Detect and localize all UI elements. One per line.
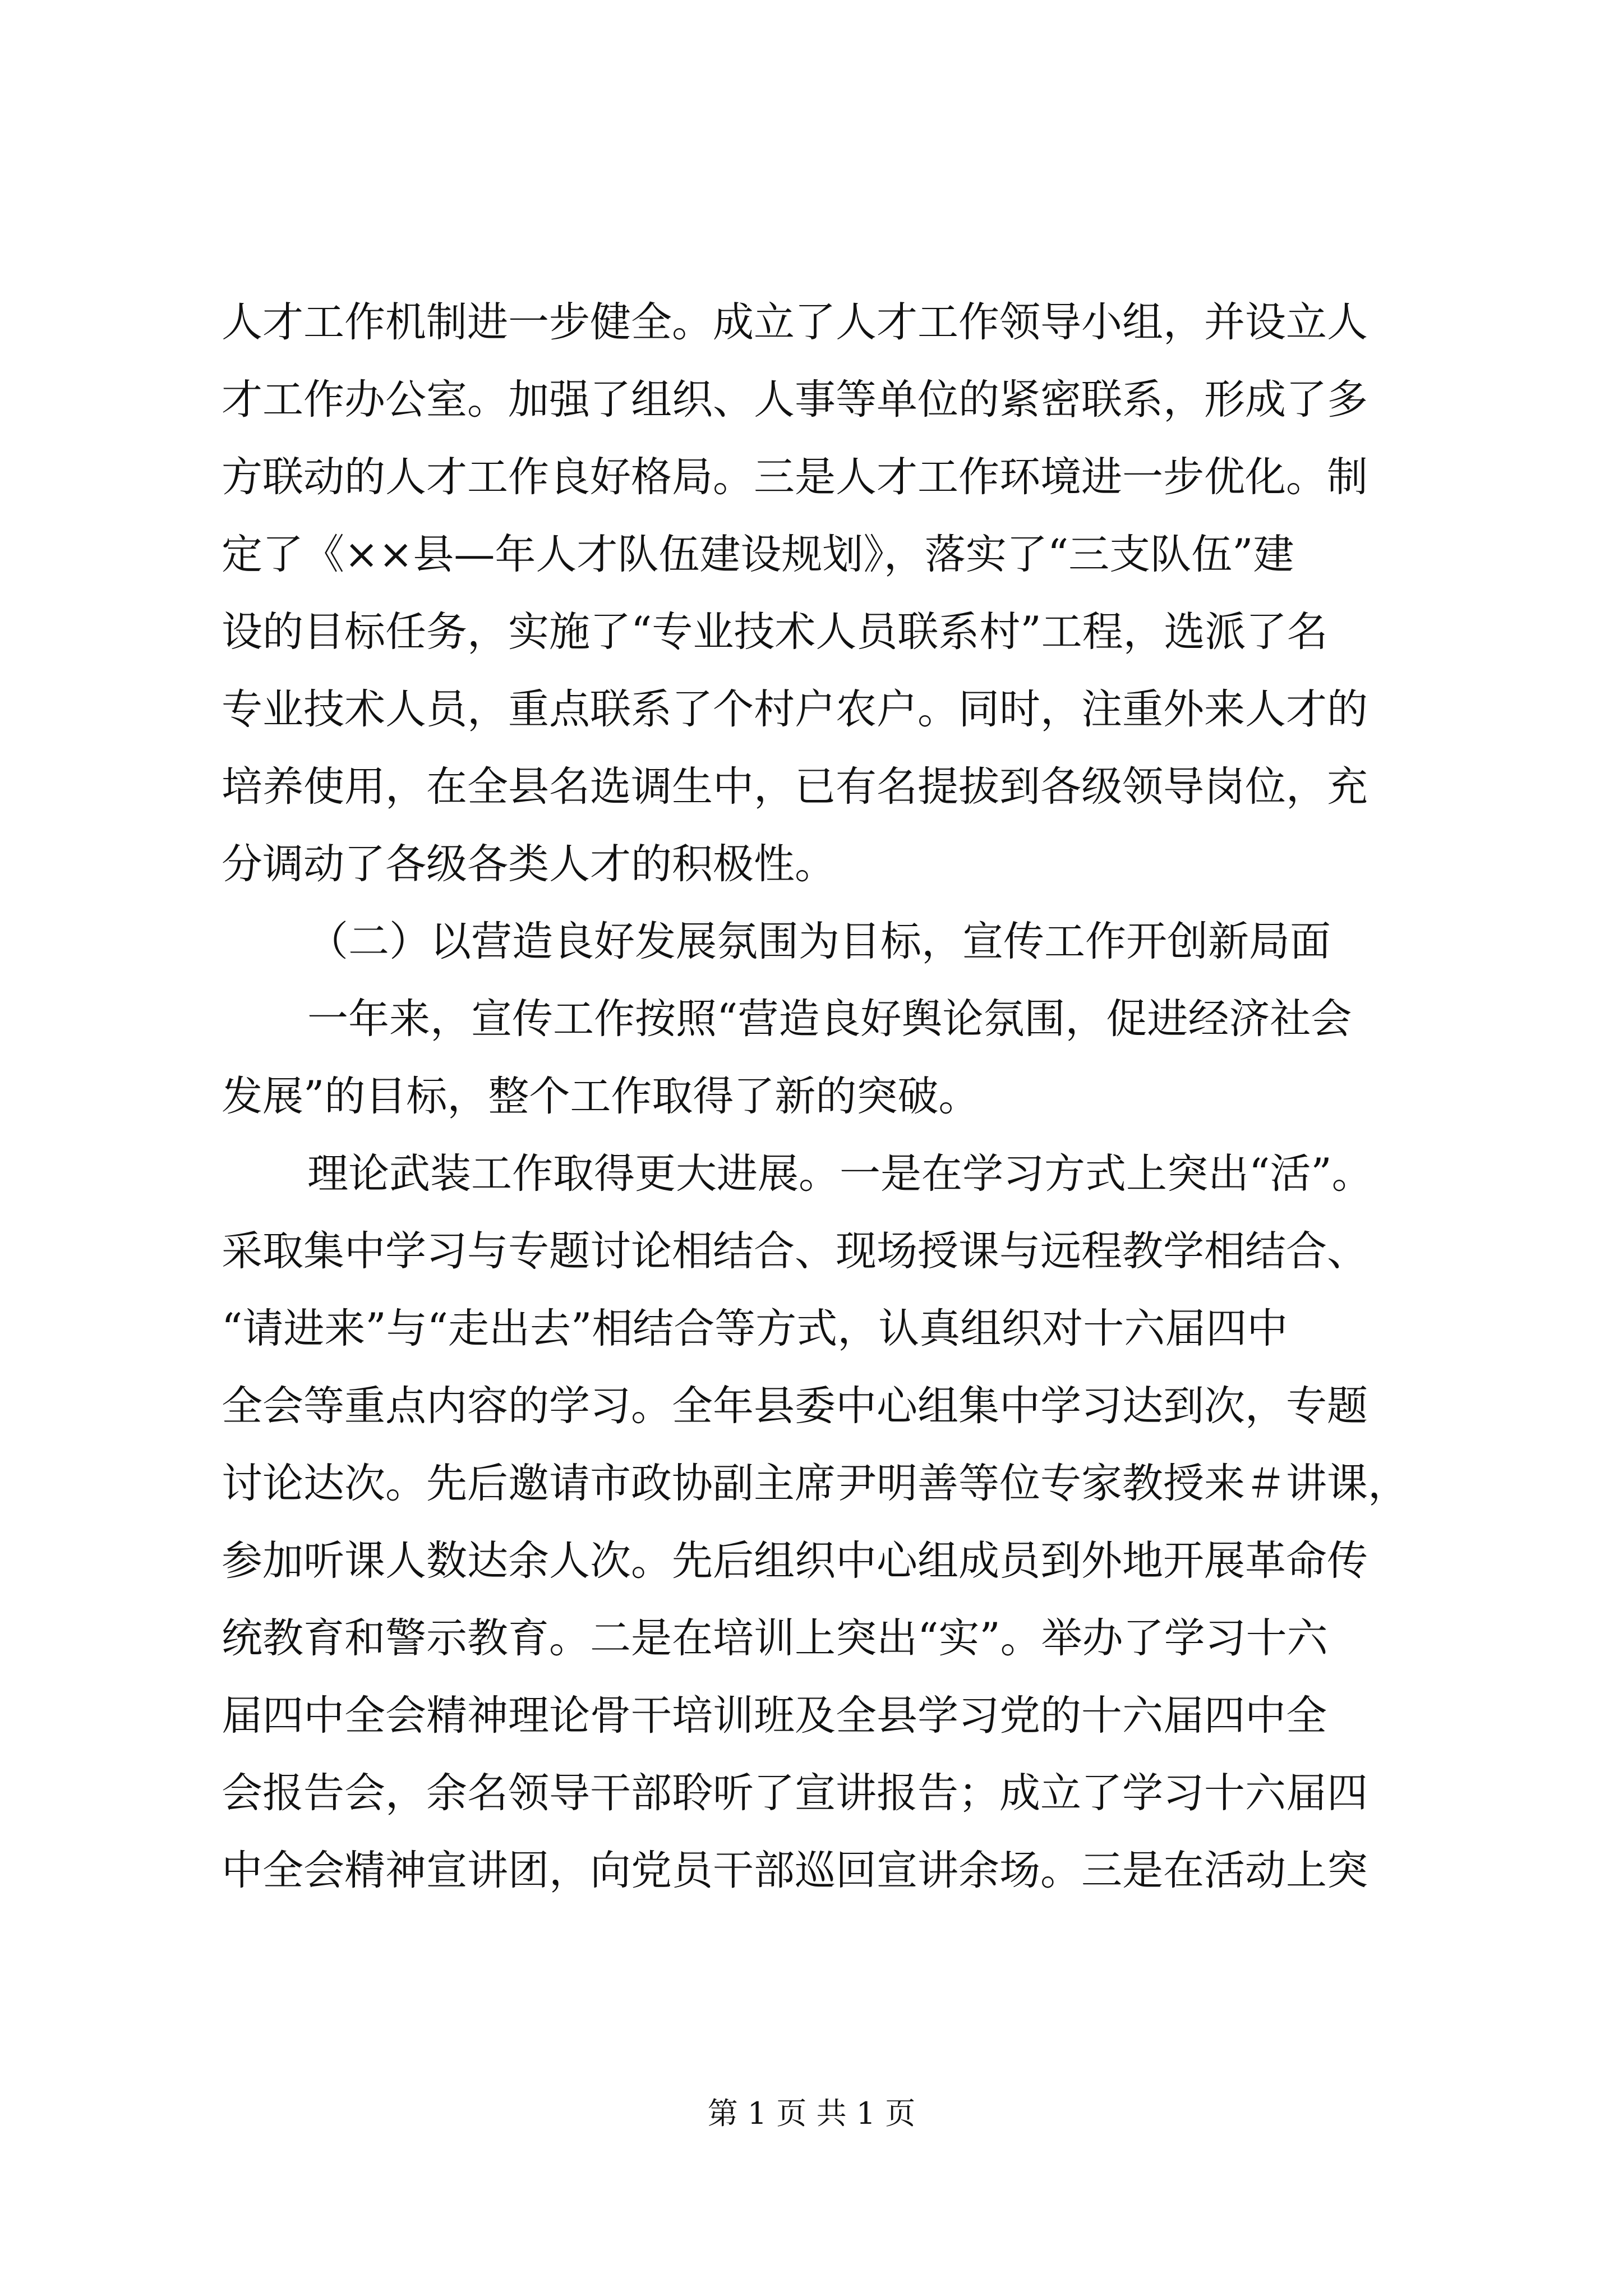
page-footer: 第 1 页 共 1 页 [707,2096,916,2131]
text-line: 全会等重点内容的学习。全年县委中心组集中学习达到次，专题 [222,1382,1368,1430]
text-line: 一年来，宣传工作按照“营造良好舆论氛围，促进经济社会 [307,995,1352,1043]
section-heading: （二）以营造良好发展氛围为目标，宣传工作开创新局面 [307,918,1331,965]
text-line: 统教育和警示教育。二是在培训上突出“实”。举办了学习十六 [222,1614,1328,1662]
text-line: 定了《××县—年人才队伍建设规划》，落实了“三支队伍”建 [222,531,1294,578]
text-line: “请进来”与“走出去”相结合等方式，认真组织对十六届四中 [222,1305,1288,1352]
text-line: 会报告会，余名领导干部聆听了宣讲报告；成立了学习十六届四 [222,1769,1368,1817]
text-line: 设的目标任务，实施了“专业技术人员联系村”工程，选派了名 [222,608,1328,656]
text-line: 采取集中学习与专题讨论相结合、现场授课与远程教学相结合、 [222,1227,1368,1275]
text-line: 才工作办公室。加强了组织、人事等单位的紧密联系，形成了多 [222,376,1368,424]
text-line: 届四中全会精神理论骨干培训班及全县学习党的十六届四中全 [222,1692,1327,1740]
text-line: 参加听课人数达余人次。先后组织中心组成员到外地开展革命传 [222,1537,1368,1585]
text-line: 中全会精神宣讲团，向党员干部巡回宣讲余场。三是在活动上突 [222,1847,1368,1894]
text-line: 发展”的目标，整个工作取得了新的突破。 [222,1073,980,1120]
text-line: 培养使用，在全县名选调生中，已有名提拔到各级领导岗位，充 [222,763,1368,811]
text-line: 理论武装工作取得更大进展。一是在学习方式上突出“活”。 [307,1150,1373,1198]
text-line: 讨论达次。先后邀请市政协副主席尹明善等位专家教授来＃讲课， [222,1460,1409,1507]
text-line: 专业技术人员，重点联系了个村户农户。同时，注重外来人才的 [222,685,1368,733]
text-line: 人才工作机制进一步健全。成立了人才工作领导小组，并设立人 [222,298,1368,346]
text-line: 方联动的人才工作良好格局。三是人才工作环境进一步优化。制 [222,453,1368,501]
text-line: 分调动了各级各类人才的积极性。 [222,840,836,888]
